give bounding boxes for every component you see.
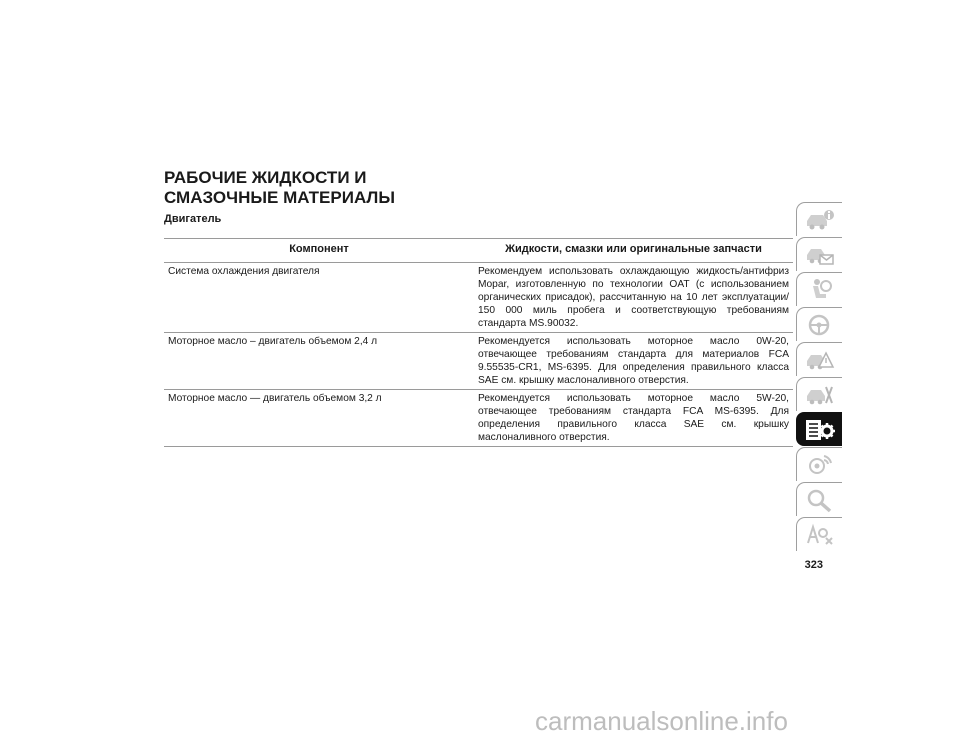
car-message-icon — [804, 242, 836, 268]
table-row — [164, 333, 793, 390]
spec-cell: Рекомендуется использовать моторное масло 0W-20, отвечающее требованиям стандарта для материалов FCA 9.55535-CR1, MS-6395. Для определения правильного класса SAE см. крышку маслоналивного отверстия. — [474, 333, 793, 390]
component-cell: Моторное масло – двигатель объемом 2,4 л — [164, 333, 474, 390]
chapter-tab-languages[interactable] — [796, 517, 842, 551]
chapter-tab-car-message[interactable] — [796, 237, 842, 271]
seat-airbag-icon — [804, 277, 836, 303]
section-title-line-1: РАБОЧИЕ ЖИДКОСТИ И — [164, 168, 367, 187]
multimedia-icon — [804, 452, 836, 478]
index-search-icon — [804, 487, 836, 513]
subsection-title: Двигатель — [164, 213, 222, 225]
steering-wheel-icon — [804, 312, 836, 338]
spec-cell: Рекомендуем использовать охлаждающую жидкость/антифриз Mopar, изготовленную по технологии OAT (с использованием органических присадок), рассчитанную на 10 лет эксплуатации/ 150 000 миль пробега и соответствующую требованиям стандарта MS.90032. — [474, 263, 793, 333]
column-header-component: Компонент — [164, 239, 474, 263]
chapter-tab-index[interactable] — [796, 482, 842, 516]
chapter-tab-multimedia[interactable] — [796, 447, 842, 481]
table-row — [164, 263, 793, 333]
table-row — [164, 390, 793, 447]
chapter-tab-car-warning[interactable] — [796, 342, 842, 376]
column-header-fluids: Жидкости, смазки или оригинальные запчасти — [474, 239, 793, 263]
car-warning-icon — [804, 347, 836, 373]
chapter-tab-car-info[interactable] — [796, 202, 842, 236]
spec-cell: Рекомендуется использовать моторное масло 5W-20, отвечающее требованиям стандарта FCA MS-6395. Для определения правильного класса SAE см. крышку маслоналивного отверстия. — [474, 390, 793, 447]
car-info-icon — [804, 207, 836, 233]
watermark: carmanualsonline.info — [535, 706, 788, 736]
page-number: 323 — [804, 559, 823, 571]
chapter-tab-car-service[interactable] — [796, 377, 842, 411]
chapter-tab-seat-airbag[interactable] — [796, 272, 842, 306]
chapter-tab-steering[interactable] — [796, 307, 842, 341]
car-service-icon — [804, 382, 836, 408]
section-title — [164, 168, 524, 208]
section-title-line-2: СМАЗОЧНЫЕ МАТЕРИАЛЫ — [164, 188, 395, 207]
component-cell: Моторное масло — двигатель объемом 3,2 л — [164, 390, 474, 447]
component-cell: Система охлаждения двигателя — [164, 263, 474, 333]
fluids-table — [164, 238, 793, 447]
languages-icon — [804, 522, 836, 548]
chapter-tab-specifications[interactable] — [796, 412, 842, 446]
specifications-gear-icon — [804, 417, 836, 443]
table-header-row — [164, 239, 793, 263]
